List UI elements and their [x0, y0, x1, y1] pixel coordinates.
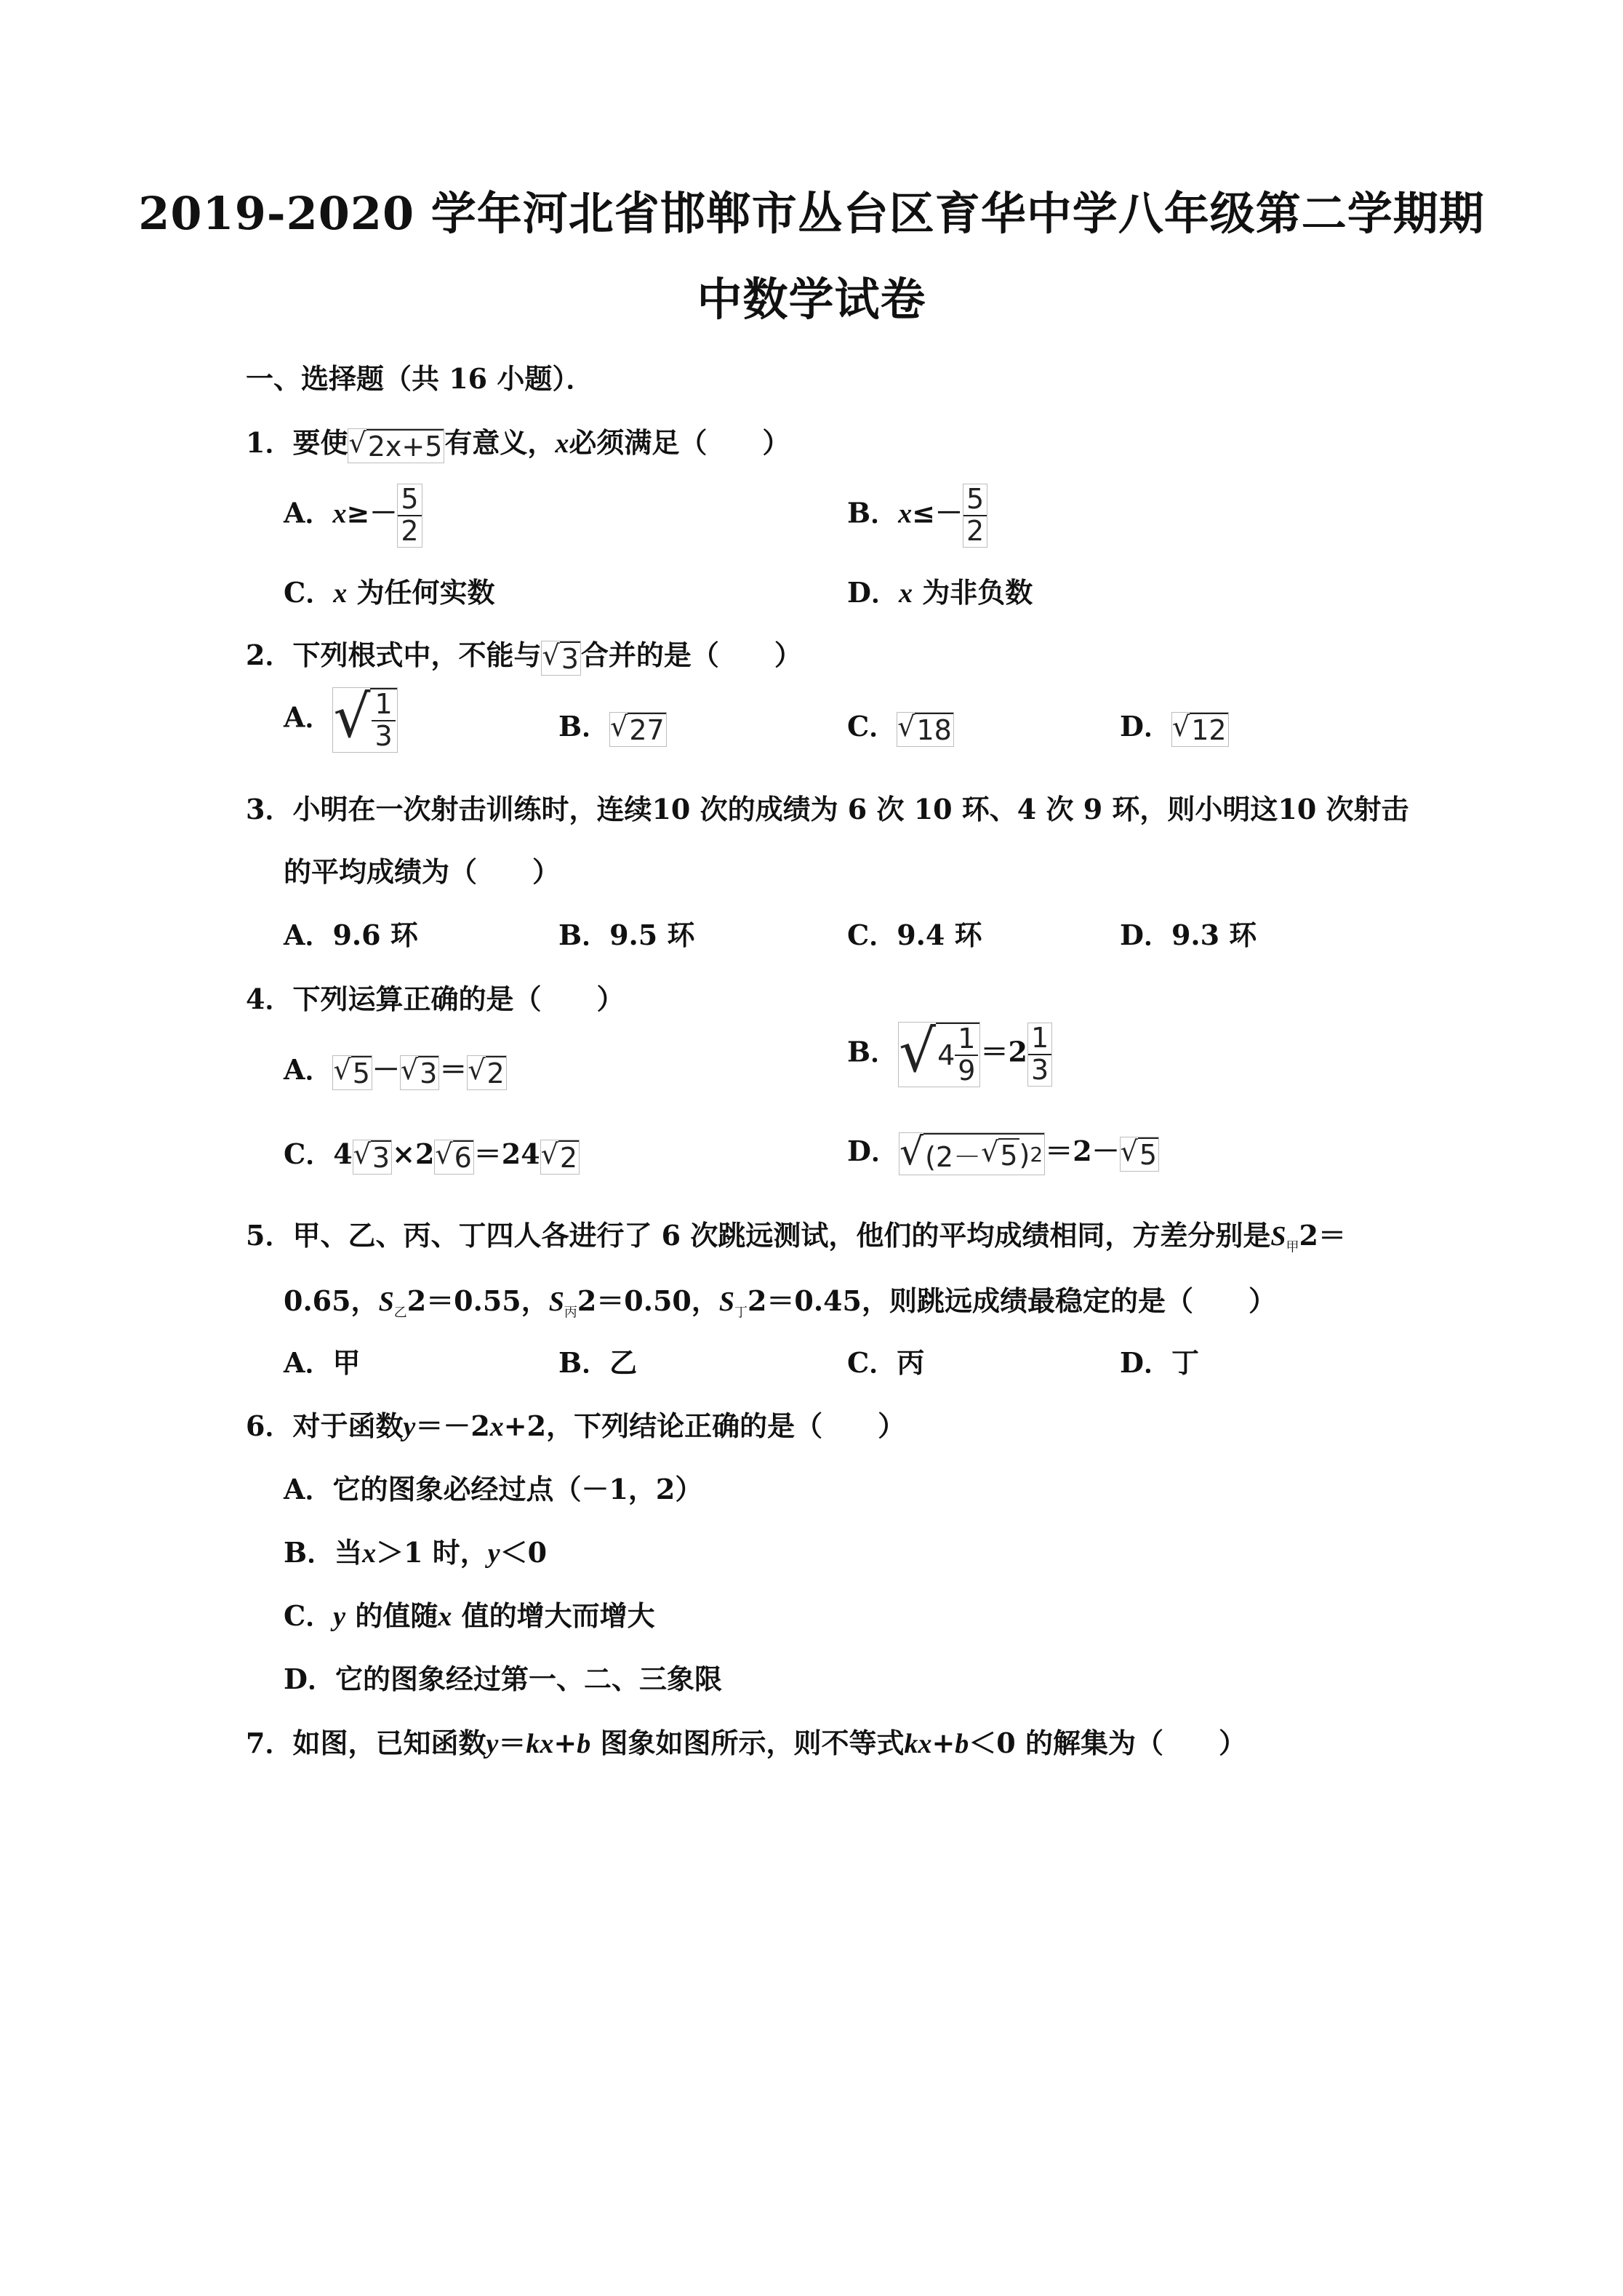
question-text: ＜0 的解集为（ ） — [969, 1727, 1246, 1759]
option-text: 为任何实数 — [356, 576, 495, 609]
option-label: C． — [847, 710, 897, 743]
fraction — [397, 484, 422, 548]
option-text: 的值随 — [355, 1599, 438, 1632]
page-title-line1: 2019-2020 学年河北省邯郸市丛台区育华中学八年级第二学期期 — [138, 187, 1485, 240]
sqrt-expression — [467, 1055, 506, 1090]
option-text: 值的增大而增大 — [461, 1599, 655, 1632]
variable: x — [898, 578, 913, 609]
option-d[interactable]: D．它的图象经过第一、二、三象限 — [284, 1663, 722, 1695]
question-4 — [246, 977, 624, 1017]
option-c[interactable]: C．丙 — [847, 1346, 925, 1379]
question-7 — [246, 1721, 1246, 1761]
question-number: 3． — [246, 793, 293, 825]
question-number: 7． — [246, 1727, 293, 1759]
variable: y — [486, 1729, 499, 1759]
question-text: 对于函数 — [292, 1409, 404, 1442]
option-c[interactable] — [284, 1593, 655, 1633]
option-c[interactable]: C．9.4 环 — [847, 919, 982, 951]
relation: ≥－ — [346, 496, 398, 529]
sqrt-expression — [332, 683, 397, 753]
equals: ＝24 — [473, 1137, 540, 1170]
option-label: B． — [558, 710, 610, 743]
sqrt-expression — [540, 1137, 580, 1175]
sqrt-expression — [541, 641, 580, 676]
option-d[interactable]: D．丁 — [1120, 1346, 1199, 1379]
variable: y — [403, 1412, 416, 1442]
option-label: D． — [847, 1135, 899, 1167]
subscript: 丁 — [734, 1305, 748, 1321]
operator: － — [372, 1053, 400, 1086]
variance-value: 2＝ — [1299, 1219, 1346, 1252]
question-text: +2，下列结论正确的是（ ） — [503, 1409, 906, 1442]
question-text: 合并的是（ ） — [580, 639, 802, 671]
radical-sign: √ — [899, 1130, 924, 1174]
question-number: 4． — [246, 983, 293, 1015]
radicand: 5 — [352, 1057, 370, 1089]
numerator: 5 — [401, 483, 419, 515]
question-text: 有意义， — [444, 426, 556, 459]
variance-symbol: S — [378, 1287, 394, 1317]
sqrt-expression — [1171, 712, 1229, 747]
variable: x — [489, 1412, 504, 1442]
variable: x — [898, 498, 913, 529]
question-text: ＝ — [498, 1727, 526, 1759]
radicand: 6 — [454, 1141, 472, 1174]
option-text: C． — [284, 1599, 334, 1632]
sqrt-expression — [353, 1137, 392, 1175]
question-text: 下列运算正确的是（ ） — [292, 983, 625, 1015]
option-text: 为非负数 — [922, 576, 1033, 609]
variable: x — [362, 1538, 377, 1569]
option-b[interactable] — [558, 704, 667, 747]
variable: y — [333, 1601, 346, 1632]
fraction — [963, 484, 987, 548]
radicand: (2－ √ 5 ) 2 — [923, 1133, 1044, 1175]
option-b[interactable] — [847, 484, 987, 548]
question-number: 2． — [246, 639, 293, 671]
sqrt-expression — [899, 1132, 1045, 1175]
option-d[interactable] — [847, 570, 1033, 610]
denominator: 9 — [955, 1055, 978, 1087]
option-b[interactable]: B．9.5 环 — [558, 919, 695, 951]
radical-sign: √ — [400, 1053, 419, 1086]
sqrt-expression — [609, 712, 667, 747]
radical-sign: √ — [333, 683, 371, 751]
variable: kx — [526, 1729, 554, 1759]
radicand: 3 — [561, 642, 579, 675]
question-6 — [246, 1404, 905, 1444]
sqrt-expression — [1120, 1137, 1159, 1172]
denominator: 2 — [963, 515, 987, 547]
exponent: 2 — [1030, 1143, 1043, 1167]
radical-sign: √ — [1120, 1135, 1138, 1167]
whole-part: 4 — [937, 1039, 955, 1071]
option-a[interactable]: A．它的图象必经过点（－1，2） — [284, 1473, 703, 1505]
inner-radicand: 5 — [1000, 1139, 1018, 1172]
radicand: 18 — [916, 713, 952, 746]
sqrt-expression — [400, 1055, 439, 1090]
option-c[interactable] — [847, 704, 954, 747]
question-5-continued — [284, 1279, 1276, 1321]
radical-sign: √ — [435, 1137, 453, 1170]
question-text: + — [553, 1727, 577, 1759]
question-text: 则跳远成绩最稳定的是（ ） — [889, 1284, 1276, 1317]
variable: b — [955, 1729, 969, 1759]
variable: x — [438, 1601, 452, 1632]
radical-sign: √ — [899, 1017, 937, 1085]
paren-close: ) — [1019, 1138, 1030, 1171]
page-title-line2: 中数学试卷 — [697, 273, 926, 326]
radicand — [370, 688, 396, 752]
radicand: 2x+5 — [367, 430, 443, 463]
option-b[interactable] — [284, 1530, 547, 1570]
radicand: 3 — [420, 1057, 438, 1089]
option-c[interactable] — [284, 570, 495, 610]
radical-sign: √ — [897, 710, 915, 743]
radical-sign: √ — [353, 1137, 371, 1170]
radicand: 3 — [372, 1141, 390, 1174]
question-number: 5． — [246, 1219, 293, 1252]
subscript: 甲 — [1286, 1239, 1299, 1255]
numerator: 1 — [374, 688, 393, 720]
radical-sign: √ — [333, 1053, 351, 1086]
option-label: D． — [1120, 710, 1171, 743]
radical-sign: √ — [610, 710, 628, 743]
variance-value: 2＝0.45， — [747, 1284, 889, 1317]
variance-value: 2＝0.55， — [406, 1284, 549, 1317]
option-label: C． — [284, 576, 334, 609]
equals: ＝2－ — [1045, 1135, 1120, 1167]
option-label: D． — [847, 576, 899, 609]
question-text: 必须满足（ ） — [569, 426, 790, 459]
question-text: 图象如图所示，则不等式 — [600, 1727, 905, 1759]
radical-sign: √ — [540, 1137, 558, 1170]
radicand: 2 — [559, 1141, 578, 1174]
question-1 — [246, 420, 790, 463]
radicand — [936, 1023, 979, 1087]
paren-open: (2－ — [925, 1141, 982, 1173]
question-text: 要使 — [292, 426, 348, 459]
option-label: C． — [284, 1137, 334, 1170]
radicand: 2 — [486, 1057, 505, 1089]
option-text: ＞1 时， — [376, 1536, 488, 1569]
radicand: 12 — [1191, 713, 1227, 746]
question-text: 小明在一次射击训练时，连续10 次的成绩为 6 次 10 环、4 次 9 环，则小明这10 次射击 — [292, 793, 1409, 825]
numerator: 1 — [958, 1023, 976, 1055]
option-label: A． — [284, 700, 333, 734]
question-text: ＝－2 — [415, 1409, 490, 1442]
option-text: B．当 — [284, 1536, 363, 1569]
radical-sign: √ — [542, 639, 560, 671]
variance-value: 2＝0.50， — [577, 1284, 719, 1317]
radical-sign: √ — [348, 426, 366, 459]
relation: ≤－ — [912, 496, 963, 529]
section-header: 一、选择题（共 16 小题）． — [246, 362, 594, 395]
question-text: 如图，已知函数 — [292, 1727, 486, 1759]
option-label: A． — [284, 496, 333, 529]
sqrt-expression — [332, 1055, 372, 1090]
radicand: 5 — [1139, 1138, 1158, 1171]
option-label: B． — [847, 1035, 899, 1068]
question-number: 6． — [246, 1409, 293, 1442]
question-text: 甲、乙、丙、丁四人各进行了 6 次跳远测试，他们的平均成绩相同，方差分别是 — [292, 1219, 1271, 1252]
denominator: 3 — [372, 720, 395, 752]
question-2 — [246, 633, 802, 676]
sqrt-expression — [434, 1137, 473, 1175]
equals: ＝2 — [980, 1035, 1027, 1068]
variance-value: 0.65， — [284, 1284, 379, 1317]
variance-symbol: S — [1270, 1221, 1286, 1252]
option-label: B． — [847, 496, 899, 529]
question-3 — [246, 787, 1409, 827]
option-b[interactable]: B．乙 — [558, 1346, 638, 1379]
subscript: 乙 — [393, 1305, 407, 1321]
option-d[interactable]: D．9.3 环 — [1120, 919, 1257, 951]
subscript: 丙 — [564, 1305, 577, 1321]
option-a[interactable] — [284, 484, 422, 548]
question-text: 下列根式中，不能与 — [292, 639, 542, 671]
option-text: ＜0 — [500, 1536, 548, 1569]
option-a[interactable] — [284, 683, 398, 753]
option-d[interactable] — [847, 1129, 1159, 1175]
option-a[interactable]: A．甲 — [284, 1346, 361, 1379]
numerator: 1 — [1030, 1022, 1049, 1054]
option-c[interactable] — [284, 1132, 580, 1175]
numerator: 5 — [966, 483, 985, 515]
sqrt-expression — [348, 428, 444, 463]
question-number: 1． — [246, 426, 293, 459]
variable: x — [333, 578, 348, 609]
sqrt-expression — [897, 712, 954, 747]
denominator: 2 — [398, 515, 421, 547]
option-label: A． — [284, 1053, 333, 1086]
question-text: + — [931, 1727, 955, 1759]
option-a[interactable] — [284, 1047, 507, 1090]
question-5 — [246, 1213, 1346, 1256]
question-3-continued: 的平均成绩为（ ） — [284, 855, 561, 888]
variable: x — [332, 498, 347, 529]
variance-symbol: S — [718, 1287, 734, 1317]
radical-sign: √ — [1171, 710, 1190, 743]
option-b[interactable] — [847, 1017, 1052, 1087]
fraction — [1027, 1023, 1052, 1087]
variable: x — [555, 428, 569, 459]
sqrt-expression — [898, 1017, 980, 1087]
coefficient: 4 — [333, 1137, 353, 1170]
variance-symbol: S — [548, 1287, 564, 1317]
operator: ＝ — [439, 1053, 468, 1086]
variable: b — [577, 1729, 591, 1759]
option-d[interactable] — [1120, 704, 1229, 747]
variable: kx — [904, 1729, 932, 1759]
radical-sign: √ — [468, 1053, 486, 1086]
option-a[interactable]: A．9.6 环 — [284, 919, 418, 951]
operator: ×2 — [392, 1137, 435, 1170]
variable: y — [487, 1538, 500, 1569]
radicand: 27 — [629, 713, 665, 746]
denominator: 3 — [1028, 1054, 1051, 1086]
